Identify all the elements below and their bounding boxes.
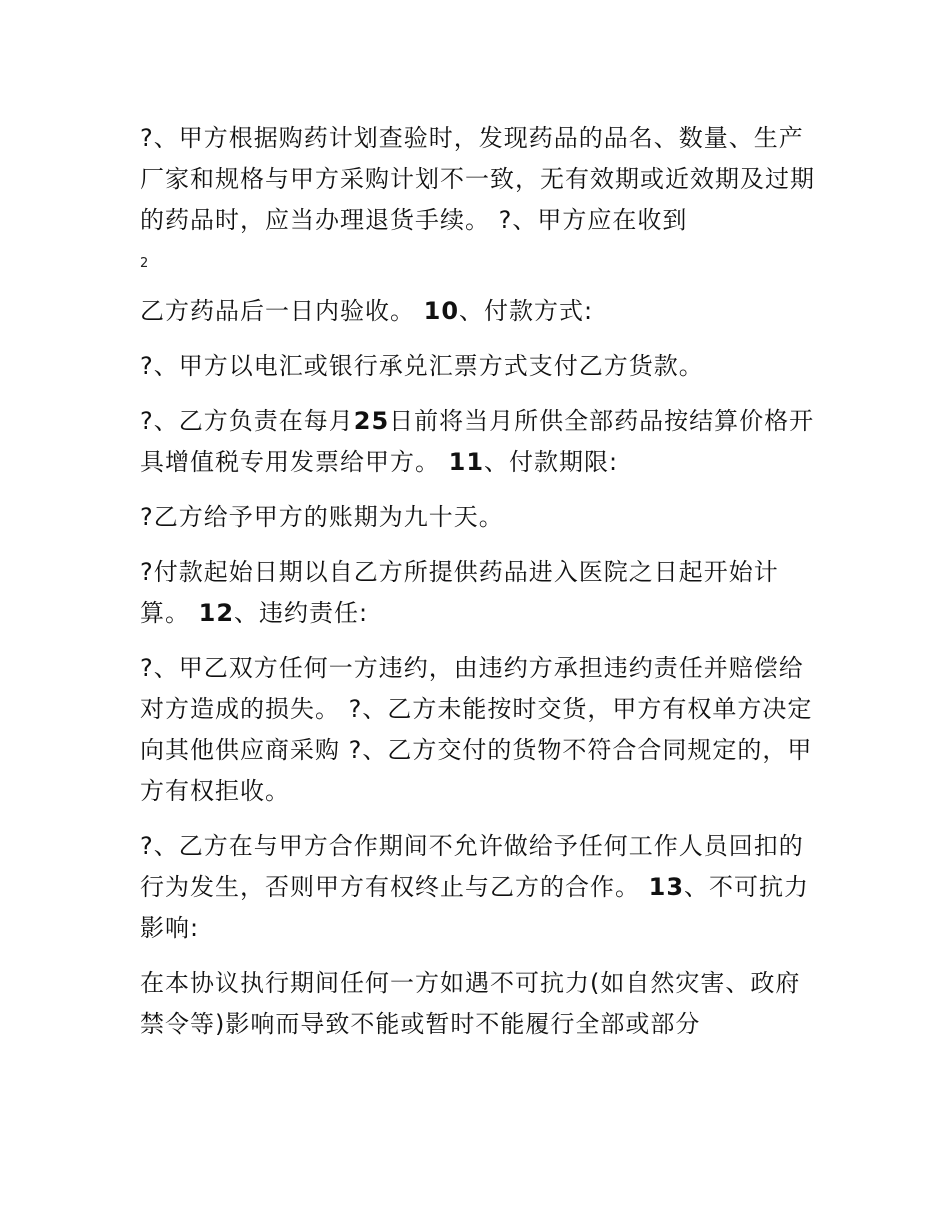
document-body: [140, 118, 820, 1059]
paragraph-payment-term: ?乙方给予甲方的账期为九十天。: [140, 503, 504, 531]
page-number: 2: [140, 256, 149, 271]
paragraph-breach-liability: ?、甲乙双方任何一方违约，由违约方承担违约责任并赔偿给对方造成的损失。 ?、乙方未能按时交货，甲方有权单方决定向其他供应商采购 ?、乙方交付的货物不符合合同规定的，甲方有权拒收。: [140, 654, 813, 805]
paragraph-force-majeure: 在本协议执行期间任何一方如遇不可抗力(如自然灾害、政府禁令等)影响而导致不能或暂时不能履行全部或部分: [140, 969, 801, 1038]
paragraph-invoice: ?、乙方负责在每月25日前将当月所供全部药品按结算价格开具增值税专用发票给甲方。 11、付款期限:: [140, 407, 815, 476]
paragraph-acceptance-check: ?、甲方根据购药计划查验时，发现药品的品名、数量、生产厂家和规格与甲方采购计划不一致，无有效期或近效期及过期的药品时，应当办理退货手续。 ?、甲方应在收到: [140, 124, 815, 234]
paragraph-kickback-prohibition: ?、乙方在与甲方合作期间不允许做给予任何工作人员回扣的行为发生，否则甲方有权终止与乙方的合作。 13、不可抗力影响:: [140, 832, 810, 942]
paragraph-payment-transfer: ?、甲方以电汇或银行承兑汇票方式支付乙方货款。: [140, 352, 704, 380]
paragraph-payment-start: ?付款起始日期以自乙方所提供药品进入医院之日起开始计算。 12、违约责任:: [140, 558, 779, 627]
paragraph-payment-method-heading: 乙方药品后一日内验收。 10、付款方式:: [140, 297, 594, 325]
